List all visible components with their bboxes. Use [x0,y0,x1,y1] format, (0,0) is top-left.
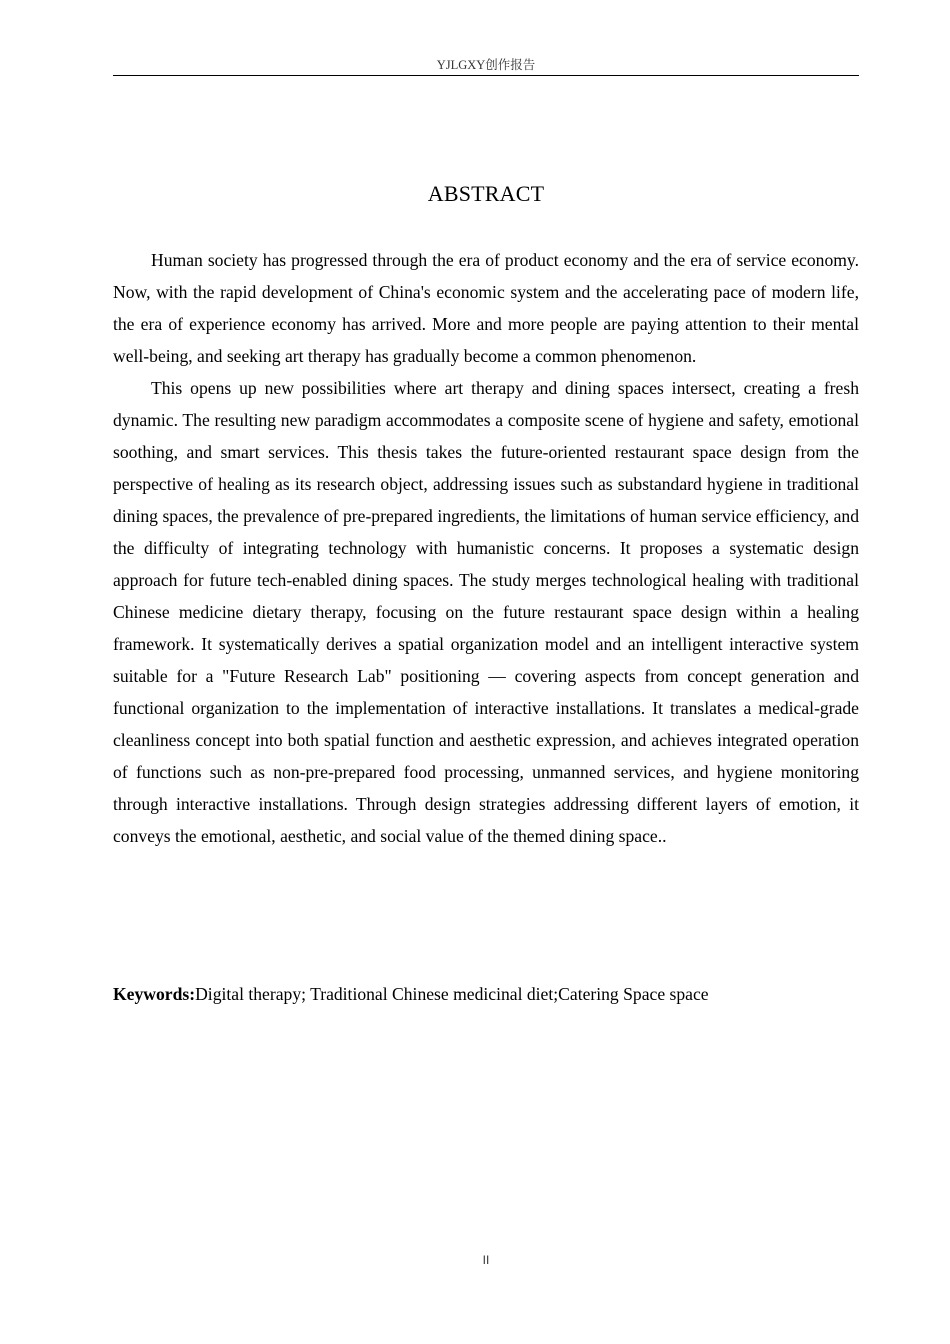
keywords-line [113,978,859,1010]
running-header [113,56,859,76]
running-header-title: YJLGXY创作报告 [436,58,536,72]
page-number: II [482,1253,490,1267]
abstract-paragraph-1: Human society has progressed through the era of product economy and the era of service economy. Now, with the rapid development of China's economic system and the accelerating pace of modern life, the era of experience economy has arrived. More and more people are paying attention to their mental well-being, and seeking art therapy has gradually become a common phenomenon. [113,250,859,366]
abstract-title: ABSTRACT [427,181,545,206]
keywords-text: Digital therapy; Traditional Chinese medicinal diet;Catering Space space [195,984,709,1004]
abstract-body [113,244,859,852]
abstract-paragraph-2: This opens up new possibilities where art therapy and dining spaces intersect, creating a fresh dynamic. The resulting new paradigm accommodates a composite scene of hygiene and safety, emotional soothing, and smart services. This thesis takes the future-oriented restaurant space design from the perspective of healing as its research object, addressing issues such as substandard hygiene in traditional dining spaces, the prevalence of pre-prepared ingredients, the limitations of human service efficiency, and the difficulty of integrating technology with humanistic concerns. It proposes a systematic design approach for future tech-enabled dining spaces. The study merges technological healing with traditional Chinese medicine dietary therapy, focusing on the future restaurant space design within a healing framework. It systematically derives a spatial organization model and an intelligent interactive system suitable for a "Future Research Lab" positioning — covering aspects from concept generation and functional organization to the implementation of interactive installations. It translates a medical-grade cleanliness concept into both spatial function and aesthetic expression, and achieves integrated operation of functions such as non-pre-prepared food processing, unmanned services, and hygiene monitoring through interactive installations. Through design strategies addressing different layers of emotion, it conveys the emotional, aesthetic, and social value of the themed dining space.. [113,378,859,846]
keywords-label: Keywords: [113,984,196,1004]
